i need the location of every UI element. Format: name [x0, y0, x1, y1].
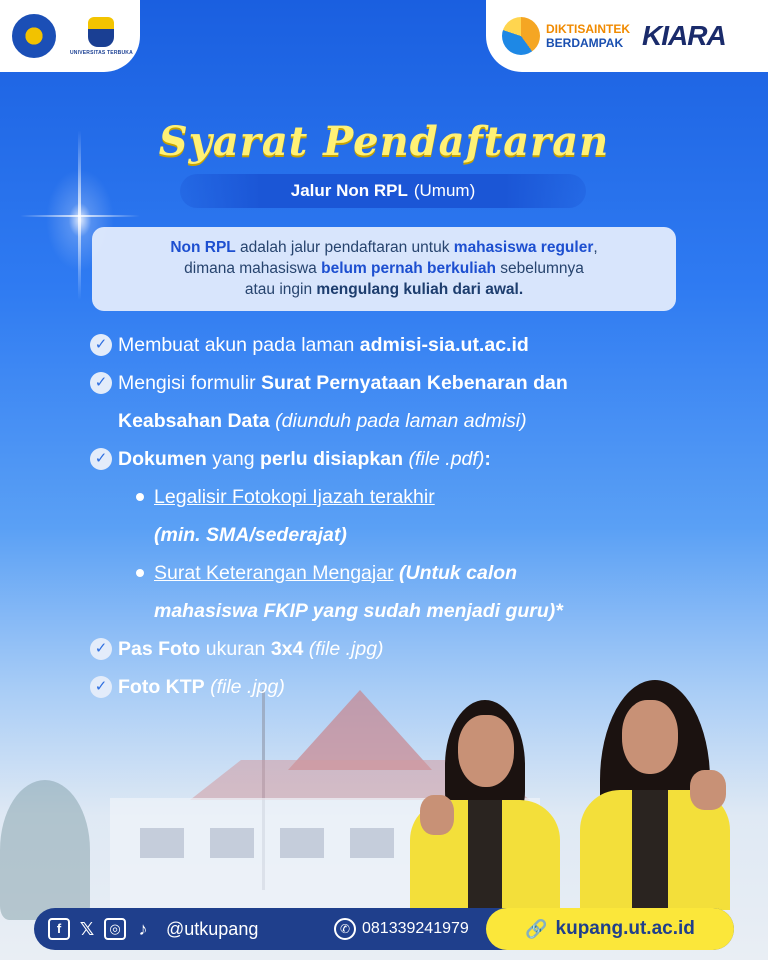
text-part: Mengisi formulir: [118, 372, 262, 394]
diktisaintek-logo-text: [546, 22, 630, 50]
light-sparkle-ray: [20, 215, 140, 217]
text-part: 3x4: [270, 638, 304, 660]
text-part: (Untuk calon: [393, 562, 518, 584]
desc-part: atau ingin: [244, 281, 317, 298]
facebook-icon[interactable]: f: [48, 918, 70, 940]
desc-part: adalah jalur pendaftaran untuk: [235, 239, 454, 256]
sub-list-item: [90, 554, 730, 630]
text-part: (diunduh pada laman admisi): [269, 410, 527, 432]
list-item-text: [118, 364, 568, 440]
tiktok-icon[interactable]: ♪: [138, 919, 148, 939]
logo-line-2: BERDAMPAK: [546, 36, 624, 50]
check-icon: ✓: [90, 448, 112, 470]
text-part: mahasiswa FKIP yang sudah menjadi guru)*: [154, 600, 563, 622]
building-window: [350, 828, 394, 858]
list-item: [90, 630, 730, 668]
text-part: (file .jpg): [303, 638, 384, 660]
text-part: admisi-sia.ut.ac.id: [359, 334, 529, 356]
description-box: [92, 227, 676, 311]
list-item-text: [118, 440, 491, 478]
list-item-text: [118, 668, 285, 706]
website-link[interactable]: [486, 908, 734, 950]
building-window: [280, 828, 324, 858]
check-icon: ✓: [90, 334, 112, 356]
footer-bar: [34, 908, 734, 950]
text-part: Legalisir Fotokopi Ijazah terakhir: [154, 486, 435, 508]
list-item-text: [154, 478, 435, 554]
text-part: Surat Keterangan Mengajar: [154, 562, 394, 584]
whatsapp-icon: ✆: [334, 918, 356, 940]
text-part: yang: [206, 448, 260, 470]
desc-part: mahasiswa reguler: [453, 239, 594, 256]
phone-number: 081339241979: [362, 920, 469, 937]
bullet-icon: [136, 569, 144, 577]
text-part: Surat Pernyataan Kebenaran dan: [261, 372, 568, 394]
desc-part: ,: [593, 239, 598, 256]
bullet-icon: [136, 493, 144, 501]
page-title: Syarat Pendaftaran: [158, 118, 610, 165]
logo-panel-right: [486, 0, 768, 72]
logo-line-1: DIKTISAINTEK: [546, 22, 630, 36]
link-icon: 🔗: [525, 918, 548, 939]
text-part: Foto KTP: [118, 676, 205, 698]
instagram-icon[interactable]: ◎: [104, 918, 126, 940]
subtitle-pill: [180, 174, 586, 208]
list-item: [90, 326, 730, 364]
subtitle-normal: (Umum): [413, 181, 476, 200]
website-url: kupang.ut.ac.id: [555, 918, 695, 939]
text-part: Keabsahan Data: [118, 410, 270, 432]
desc-part: mengulang kuliah dari awal.: [316, 281, 524, 298]
sub-list-item: [90, 478, 730, 554]
text-part: Pas Foto: [118, 638, 201, 660]
list-item-text: [118, 326, 529, 364]
building-window: [140, 828, 184, 858]
list-item: [90, 440, 730, 478]
text-part: Membuat akun pada laman: [118, 334, 360, 356]
building-window: [210, 828, 254, 858]
text-part: (min. SMA/sederajat): [154, 524, 347, 546]
list-item-text: [154, 554, 563, 630]
check-icon: ✓: [90, 372, 112, 394]
desc-part: belum pernah berkuliah: [321, 260, 496, 277]
kemendikti-logo: [12, 14, 56, 58]
check-icon: ✓: [90, 676, 112, 698]
text-part: (file .jpg): [204, 676, 285, 698]
text-part: (file .pdf): [403, 448, 485, 470]
ut-logo-text: UNIVERSITAS TERBUKA: [70, 49, 133, 56]
ut-logo: [70, 17, 133, 56]
desc-part: Non RPL: [170, 239, 236, 256]
text-part: :: [484, 448, 491, 470]
desc-part: dimana mahasiswa: [184, 260, 322, 277]
tree-image: [0, 780, 90, 920]
list-item-text: [118, 630, 384, 668]
text-part: ukuran: [200, 638, 271, 660]
check-icon: ✓: [90, 638, 112, 660]
social-handle[interactable]: @utkupang: [166, 918, 259, 939]
text-part: Dokumen: [118, 448, 207, 470]
requirements-list: [90, 326, 730, 706]
student-photo-left: [400, 700, 570, 910]
kiara-logo: KIARA: [642, 20, 726, 51]
ut-emblem-icon: [88, 17, 114, 47]
x-icon[interactable]: 𝕏: [79, 919, 95, 939]
subtitle-bold: Jalur Non RPL: [290, 181, 408, 200]
diktisaintek-icon: [502, 17, 540, 55]
text-part: perlu disiapkan: [259, 448, 404, 470]
student-photo-right: [560, 680, 740, 910]
social-links: [34, 918, 334, 940]
list-item: [90, 668, 730, 706]
phone-contact[interactable]: [334, 918, 486, 940]
list-item: [90, 364, 730, 440]
logo-panel-left: [0, 0, 140, 72]
desc-part: sebelumnya: [495, 260, 584, 277]
